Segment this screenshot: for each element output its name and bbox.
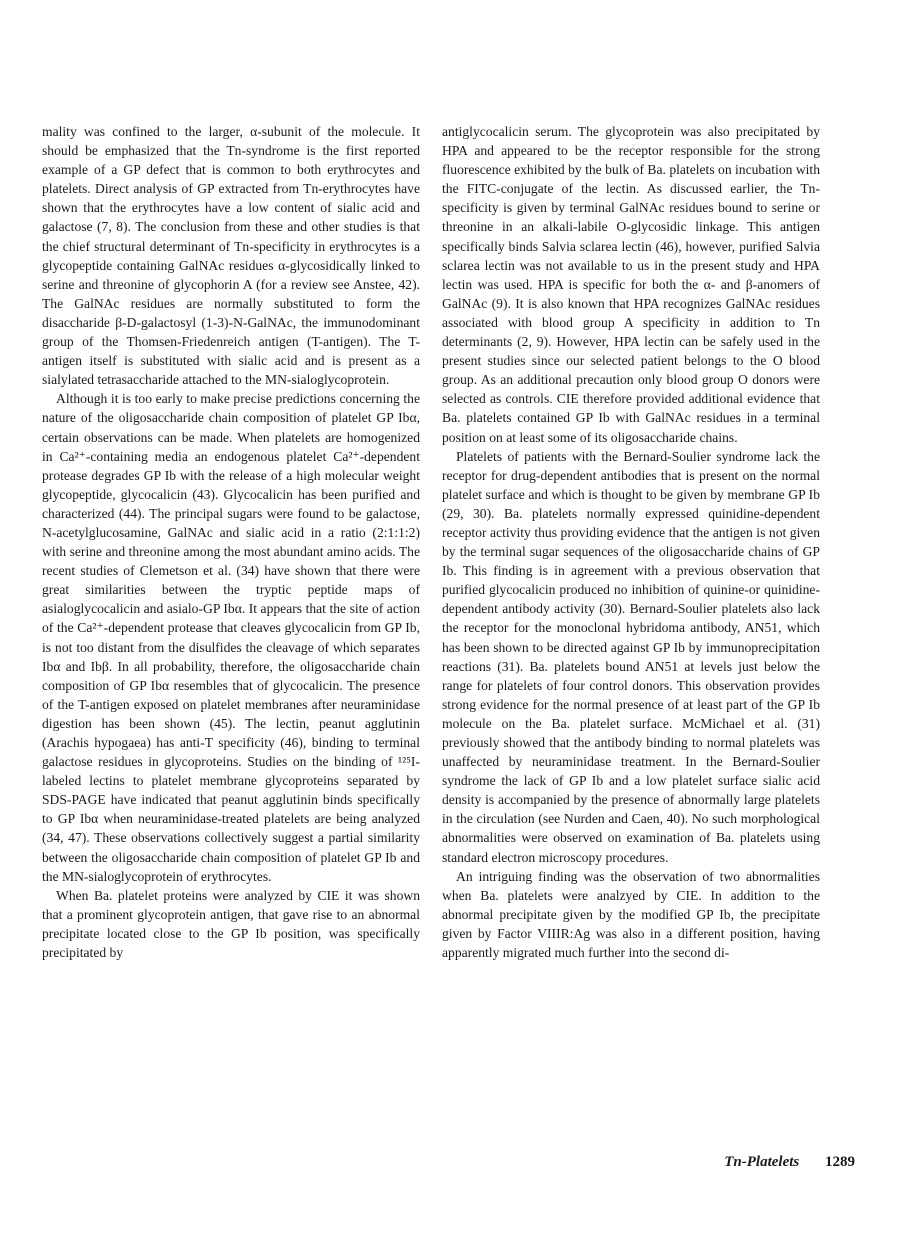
paragraph: mality was confined to the larger, α-subunit of the molecule. It should be emphasized that the Tn-syndrome is the first reported example of a GP defect that is common to both erythrocytes and platelets. Direct analysis of GP extracted from Tn-erythrocytes have shown that the erythrocytes have a low content of sialic acid and galactose (7, 8). The conclusion from these and other studies is that the chief structural determinant of Tn-specificity in erythrocytes is a glycopeptide containing GalNAc residues α-glycosidically linked to serine and threonine of glycophorin A (for a review see Anstee, 42). The GalNAc residues are normally substituted to form the disaccharide β-D-galactosyl (1-3)-N-GalNAc, the immunodominant group of the Thomsen-Friedenreich antigen (T-antigen). The T-antigen itself is substituted with sialic acid and is present as a sialylated tetrasaccharide attached to the MN-sialoglycoprotein. bbox=[42, 124, 420, 388]
paragraph: Although it is too early to make precise predictions concerning the nature of the oligosaccharide chain composition of platelet GP Ibα, certain observations can be made. When platelets are homogenized in Ca²⁺-containing media an endogenous platelet Ca²⁺-dependent protease degrades GP Ib with the release of a high molecular weight glycopeptide, glycocalicin (43). Glycocalicin has been purified and characterized (44). The principal sugars were found to be galactose, N-acetylglucosamine, GalNAc and sialic acid in a ratio (2:1:1:2) with serine and threonine among the most abundant amino acids. The recent studies of Clemetson et al. (34) have shown that there were great similarities between the tryptic peptide maps of asialoglycocalicin and asialo-GP Ibα. It appears that the site of action of the Ca²⁺-dependent protease that cleaves glycocalicin from GP Ib, is not too distant from the disulfides the cleavage of which separates Ibα and Ibβ. In all probability, therefore, the oligosaccharide chain composition of GP Ibα resembles that of glycocalicin. The presence of the T-antigen exposed on platelet membranes after neuraminidase digestion has been shown (45). The lectin, peanut agglutinin (Arachis hypogaea) has anti-T specificity (46), binding to terminal galactose residues in glycoproteins. Studies on the binding of ¹²⁵I-labeled lectins to platelet membrane glycoproteins separated by SDS-PAGE have indicated that peanut agglutinin binds specifically to GP Ibα when neuraminidase-treated platelets are being analyzed (34, 47). These observations collectively suggest a partial similarity between the oligosaccharide chain composition of platelet GP Ib and the MN-sialoglycoprotein of erythrocytes. bbox=[42, 391, 420, 884]
paragraph: When Ba. platelet proteins were analyzed by CIE it was shown that a prominent glycoprotein antigen, that gave rise to an abnormal precipitate located close to the GP Ib position, was specifically precipitated by bbox=[42, 887, 420, 961]
right-column bbox=[442, 122, 820, 962]
running-title: Tn-Platelets bbox=[724, 1154, 800, 1170]
page-footer bbox=[724, 1154, 855, 1171]
page-number: 1289 bbox=[825, 1154, 855, 1170]
paragraph: antiglycocalicin serum. The glycoprotein was also precipitated by HPA and appeared to be the receptor responsible for the strong fluorescence exhibited by the bulk of Ba. platelets on incubation with the FITC-conjugate of the lectin. As discussed earlier, the Tn-specificity is given by terminal GalNAc residues bound to serine or threonine in an alkali-labile O-glycosidic linkage. This antigen specifically binds Salvia sclarea lectin (46), however, purified Salvia sclarea lectin was not available to us in the present study and HPA lectin was used. HPA is specific for both the α- and β-anomers of GalNAc (9). It is also known that HPA recognizes GalNAc residues associated with blood group A specificity in addition to Tn determinants (2, 9). However, HPA lectin can be safely used in the present studies since our selected patient belongs to the O blood group. As an additional precaution only blood group O donors were selected as controls. CIE therefore provided additional evidence that Ba. platelets contained GP Ib with GalNAc residues in a terminal position on at least some of its oligosaccharide chains. bbox=[442, 124, 820, 445]
paragraph: An intriguing finding was the observation of two abnormalities when Ba. platelets were analzyed by CIE. In addition to the abnormal precipitate given by the modified GP Ib, the precipitate given by Factor VIIIR:Ag was also in a different position, having apparently migrated much further into the second di- bbox=[442, 868, 820, 961]
paragraph: Platelets of patients with the Bernard-Soulier syndrome lack the receptor for drug-dependent antibodies that is present on the normal platelet surface and which is thought to be given by membrane GP Ib (29, 30). Ba. platelets normally expressed quinidine-dependent receptor activity thus providing evidence that the antigen is not given by the terminal sugar sequences of the oligosaccharide chains of GP Ib. This finding is in agreement with a previous observation that purified glycocalicin produced no inhibition of quinine-or quinidine-dependent antibody activity (30). Bernard-Soulier platelets also lack the receptor for the monoclonal hybridoma antibody, AN51, which has been shown to be directed against GP Ib by immunoprecipitation reactions (31). Ba. platelets bound AN51 at levels just below the range for platelets of four control donors. This observation provides strong evidence for the normal presence of at least part of the GP Ib molecule on the Ba. platelet surface. McMichael et al. (31) previously showed that the antibody binding to normal platelets was unaffected by neuraminidase treatment. In the Bernard-Soulier syndrome the lack of GP Ib and a low platelet surface sialic acid density is accompanied by the presence of abnormally large platelets in the circulation (see Nurden and Caen, 40). No such morphological abnormalities were observed on examination of Ba. platelets using standard electron microscopy procedures. bbox=[442, 448, 820, 865]
left-column bbox=[42, 122, 420, 962]
